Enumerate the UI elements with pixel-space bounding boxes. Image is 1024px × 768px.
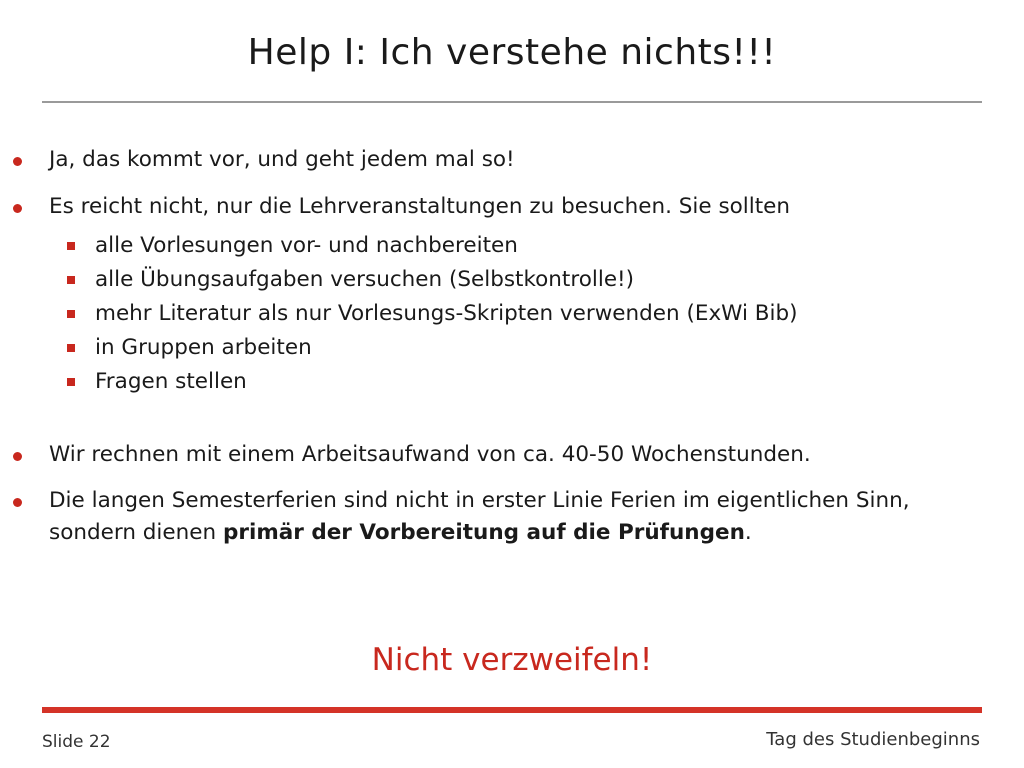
bullet-text-end: .	[744, 520, 752, 545]
bullet-text: Es reicht nicht, nur die Lehrveranstaltungen zu besuchen. Sie sollten	[49, 194, 791, 219]
bullet-item	[49, 191, 949, 223]
slide-number: Slide 22	[42, 732, 111, 752]
sub-bullet-item	[95, 264, 975, 296]
footer-event-label: Tag des Studienbeginns	[766, 729, 980, 750]
sub-bullet-item	[95, 332, 975, 364]
bullet-emphasis: primär der Vorbereitung auf die Prüfungen	[222, 520, 745, 545]
sub-bullet-text: alle Übungsaufgaben versuchen (Selbstkontrolle!)	[95, 267, 635, 292]
square-bullet-icon	[67, 344, 75, 352]
square-bullet-icon	[67, 242, 75, 250]
sub-bullet-text: Fragen stellen	[95, 369, 247, 394]
square-bullet-icon	[67, 276, 75, 284]
sub-bullet-text: in Gruppen arbeiten	[95, 335, 312, 360]
footer-divider	[42, 707, 982, 713]
bullet-item	[49, 485, 919, 549]
bullet-text: Ja, das kommt vor, und geht jedem mal so!	[49, 147, 515, 172]
square-bullet-icon	[67, 310, 75, 318]
closing-statement: Nicht verzweifeln!	[371, 642, 653, 678]
bullet-dot-icon	[13, 204, 22, 213]
bullet-dot-icon	[13, 157, 22, 166]
bullet-text: Wir rechnen mit einem Arbeitsaufwand von ca. 40-50 Wochenstunden.	[49, 442, 811, 467]
bullet-dot-icon	[13, 452, 22, 461]
bullet-item	[49, 144, 949, 176]
bullet-text: Die langen Semesterferien sind nicht in erster Linie Ferien im eigentlichen Sinn, sondern dienen	[49, 488, 910, 545]
sub-bullet-item	[95, 230, 975, 262]
bullet-dot-icon	[13, 498, 22, 507]
bullet-item	[49, 439, 949, 471]
sub-bullet-text: alle Vorlesungen vor- und nachbereiten	[95, 233, 518, 258]
slide-title: Help I: Ich verstehe nichts!!!	[247, 32, 777, 73]
sub-bullet-item	[95, 366, 975, 398]
sub-bullet-text: mehr Literatur als nur Vorlesungs-Skripten verwenden (ExWi Bib)	[95, 301, 798, 326]
sub-bullet-item	[95, 298, 975, 330]
square-bullet-icon	[67, 378, 75, 386]
title-divider	[42, 101, 982, 103]
